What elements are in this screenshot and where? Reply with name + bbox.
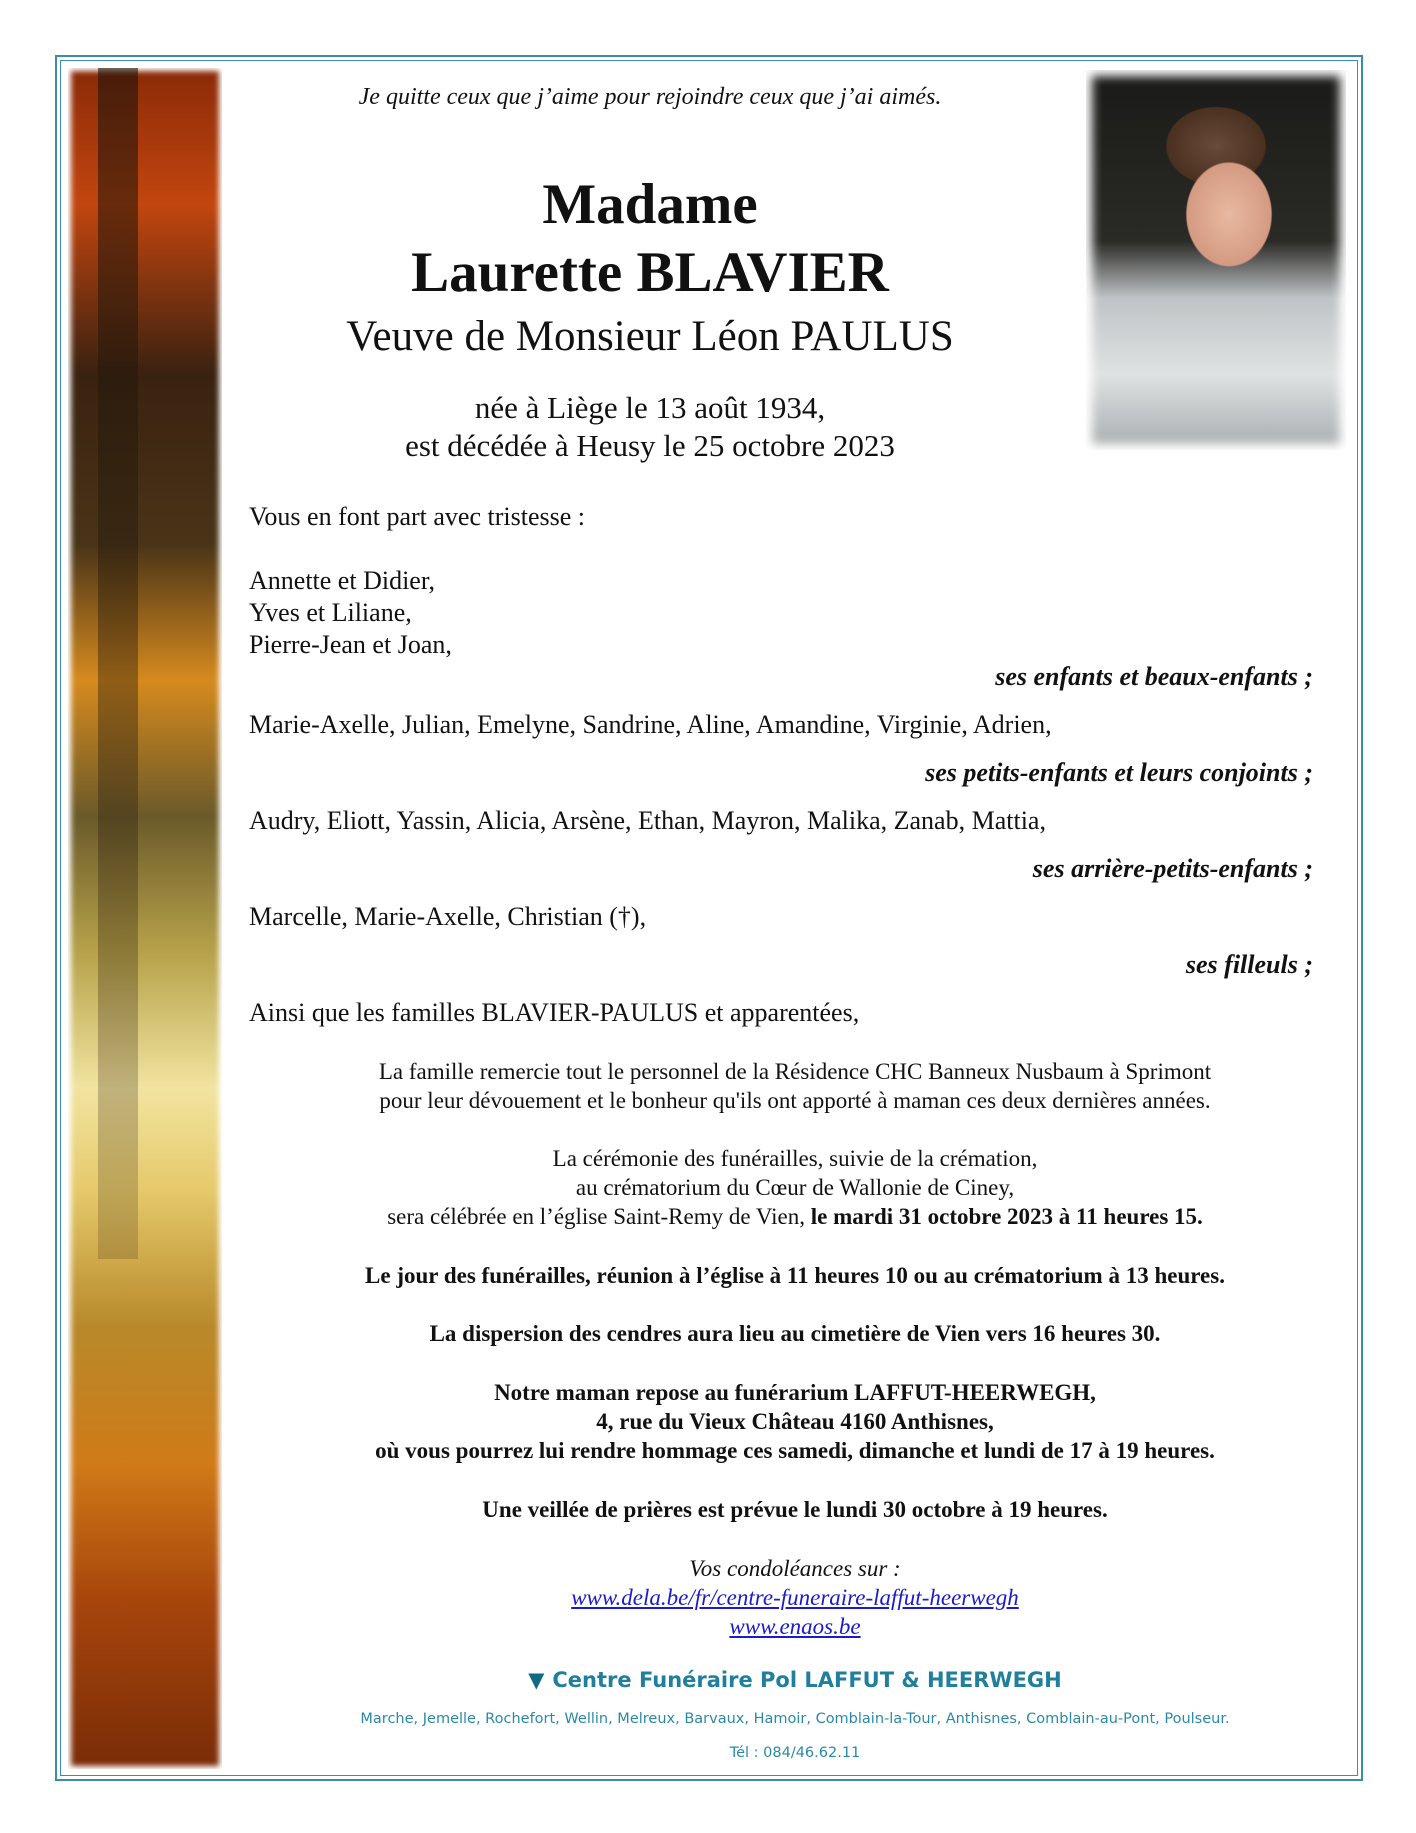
birth: née à Liège le 13 août 1934,	[474, 390, 826, 425]
relation: ses arrière-petits-enfants ;	[1032, 854, 1313, 883]
vigil: Une veillée de prières est prévue le lundi 30 octobre à 19 heures.	[482, 1497, 1108, 1522]
triangle-down-icon: ▼	[528, 1668, 545, 1692]
families: Ainsi que les familles BLAVIER-PAULUS et apparentées,	[249, 998, 860, 1027]
enaos-link[interactable]: www.enaos.be	[729, 1614, 861, 1639]
rest-line: 4, rue du Vieux Château 4160 Anthisnes,	[596, 1409, 994, 1434]
ceremony-line: La cérémonie des funérailles, suivie de la crémation,	[552, 1146, 1038, 1171]
thanks-line: pour leur dévouement et le bonheur qu'ils ont apporté à maman ces deux dernières années.	[379, 1088, 1211, 1113]
family-names: Annette et Didier,	[249, 566, 435, 595]
dispersion: La dispersion des cendres aura lieu au cimetière de Vien vers 16 heures 30.	[429, 1321, 1161, 1346]
spouse: Veuve de Monsieur Léon PAULUS	[346, 313, 954, 360]
ceremony-date: le mardi 31 octobre 2023 à 11 heures 15.	[810, 1204, 1203, 1229]
thanks-line: La famille remercie tout le personnel de la Résidence CHC Banneux Nusbaum à Sprimont	[378, 1059, 1212, 1084]
phone: Tél : 084/46.62.11	[729, 1745, 861, 1761]
relation: ses filleuls ;	[1185, 950, 1313, 979]
autumn-forest-image	[68, 68, 222, 1769]
relation: ses petits-enfants et leurs conjoints ;	[925, 758, 1313, 787]
rest-line: où vous pourrez lui rendre hommage ces samedi, dimanche et lundi de 17 à 19 heures.	[375, 1438, 1215, 1463]
rest-line: Notre maman repose au funérarium LAFFUT-HEERWEGH,	[494, 1380, 1096, 1405]
company-line	[250, 1668, 1340, 1692]
family-names: Yves et Liliane,	[249, 598, 412, 627]
family-names: Pierre-Jean et Joan,	[249, 630, 452, 659]
family-names: Audry, Eliott, Yassin, Alicia, Arsène, Ethan, Mayron, Malika, Zanab, Mattia,	[249, 806, 1046, 835]
ceremony-place: sera célébrée en l’église Saint-Remy de Vien,	[387, 1204, 811, 1229]
condolences-label: Vos condoléances sur :	[689, 1556, 901, 1581]
title: Madame	[542, 173, 758, 236]
deceased-name: Laurette BLAVIER	[411, 241, 889, 304]
portrait-photo	[1086, 70, 1346, 450]
family-names: Marcelle, Marie-Axelle, Christian (†),	[249, 902, 647, 931]
company-name: Centre Funéraire Pol LAFFUT & HEERWEGH	[552, 1668, 1062, 1692]
dela-link[interactable]: www.dela.be/fr/centre-funeraire-laffut-heerwegh	[571, 1585, 1019, 1610]
ceremony-line: au crématorium du Cœur de Wallonie de Ciney,	[575, 1175, 1015, 1200]
death: est décédée à Heusy le 25 octobre 2023	[405, 428, 895, 463]
ceremony-line	[250, 1204, 1340, 1230]
family-names: Marie-Axelle, Julian, Emelyne, Sandrine, Aline, Amandine, Virginie, Adrien,	[249, 710, 1052, 739]
quote: Je quitte ceux que j’aime pour rejoindre ceux que j’ai aimés.	[358, 84, 942, 110]
meeting: Le jour des funérailles, réunion à l’église à 11 heures 10 ou au crématorium à 13 heures.	[365, 1263, 1225, 1288]
intro: Vous en font part avec tristesse :	[249, 502, 585, 531]
towns: Marche, Jemelle, Rochefort, Wellin, Melreux, Barvaux, Hamoir, Comblain-la-Tour, Anthisnes, Comblain-au-Pont, Poulseur.	[360, 1711, 1230, 1727]
relation: ses enfants et beaux-enfants ;	[995, 662, 1313, 691]
